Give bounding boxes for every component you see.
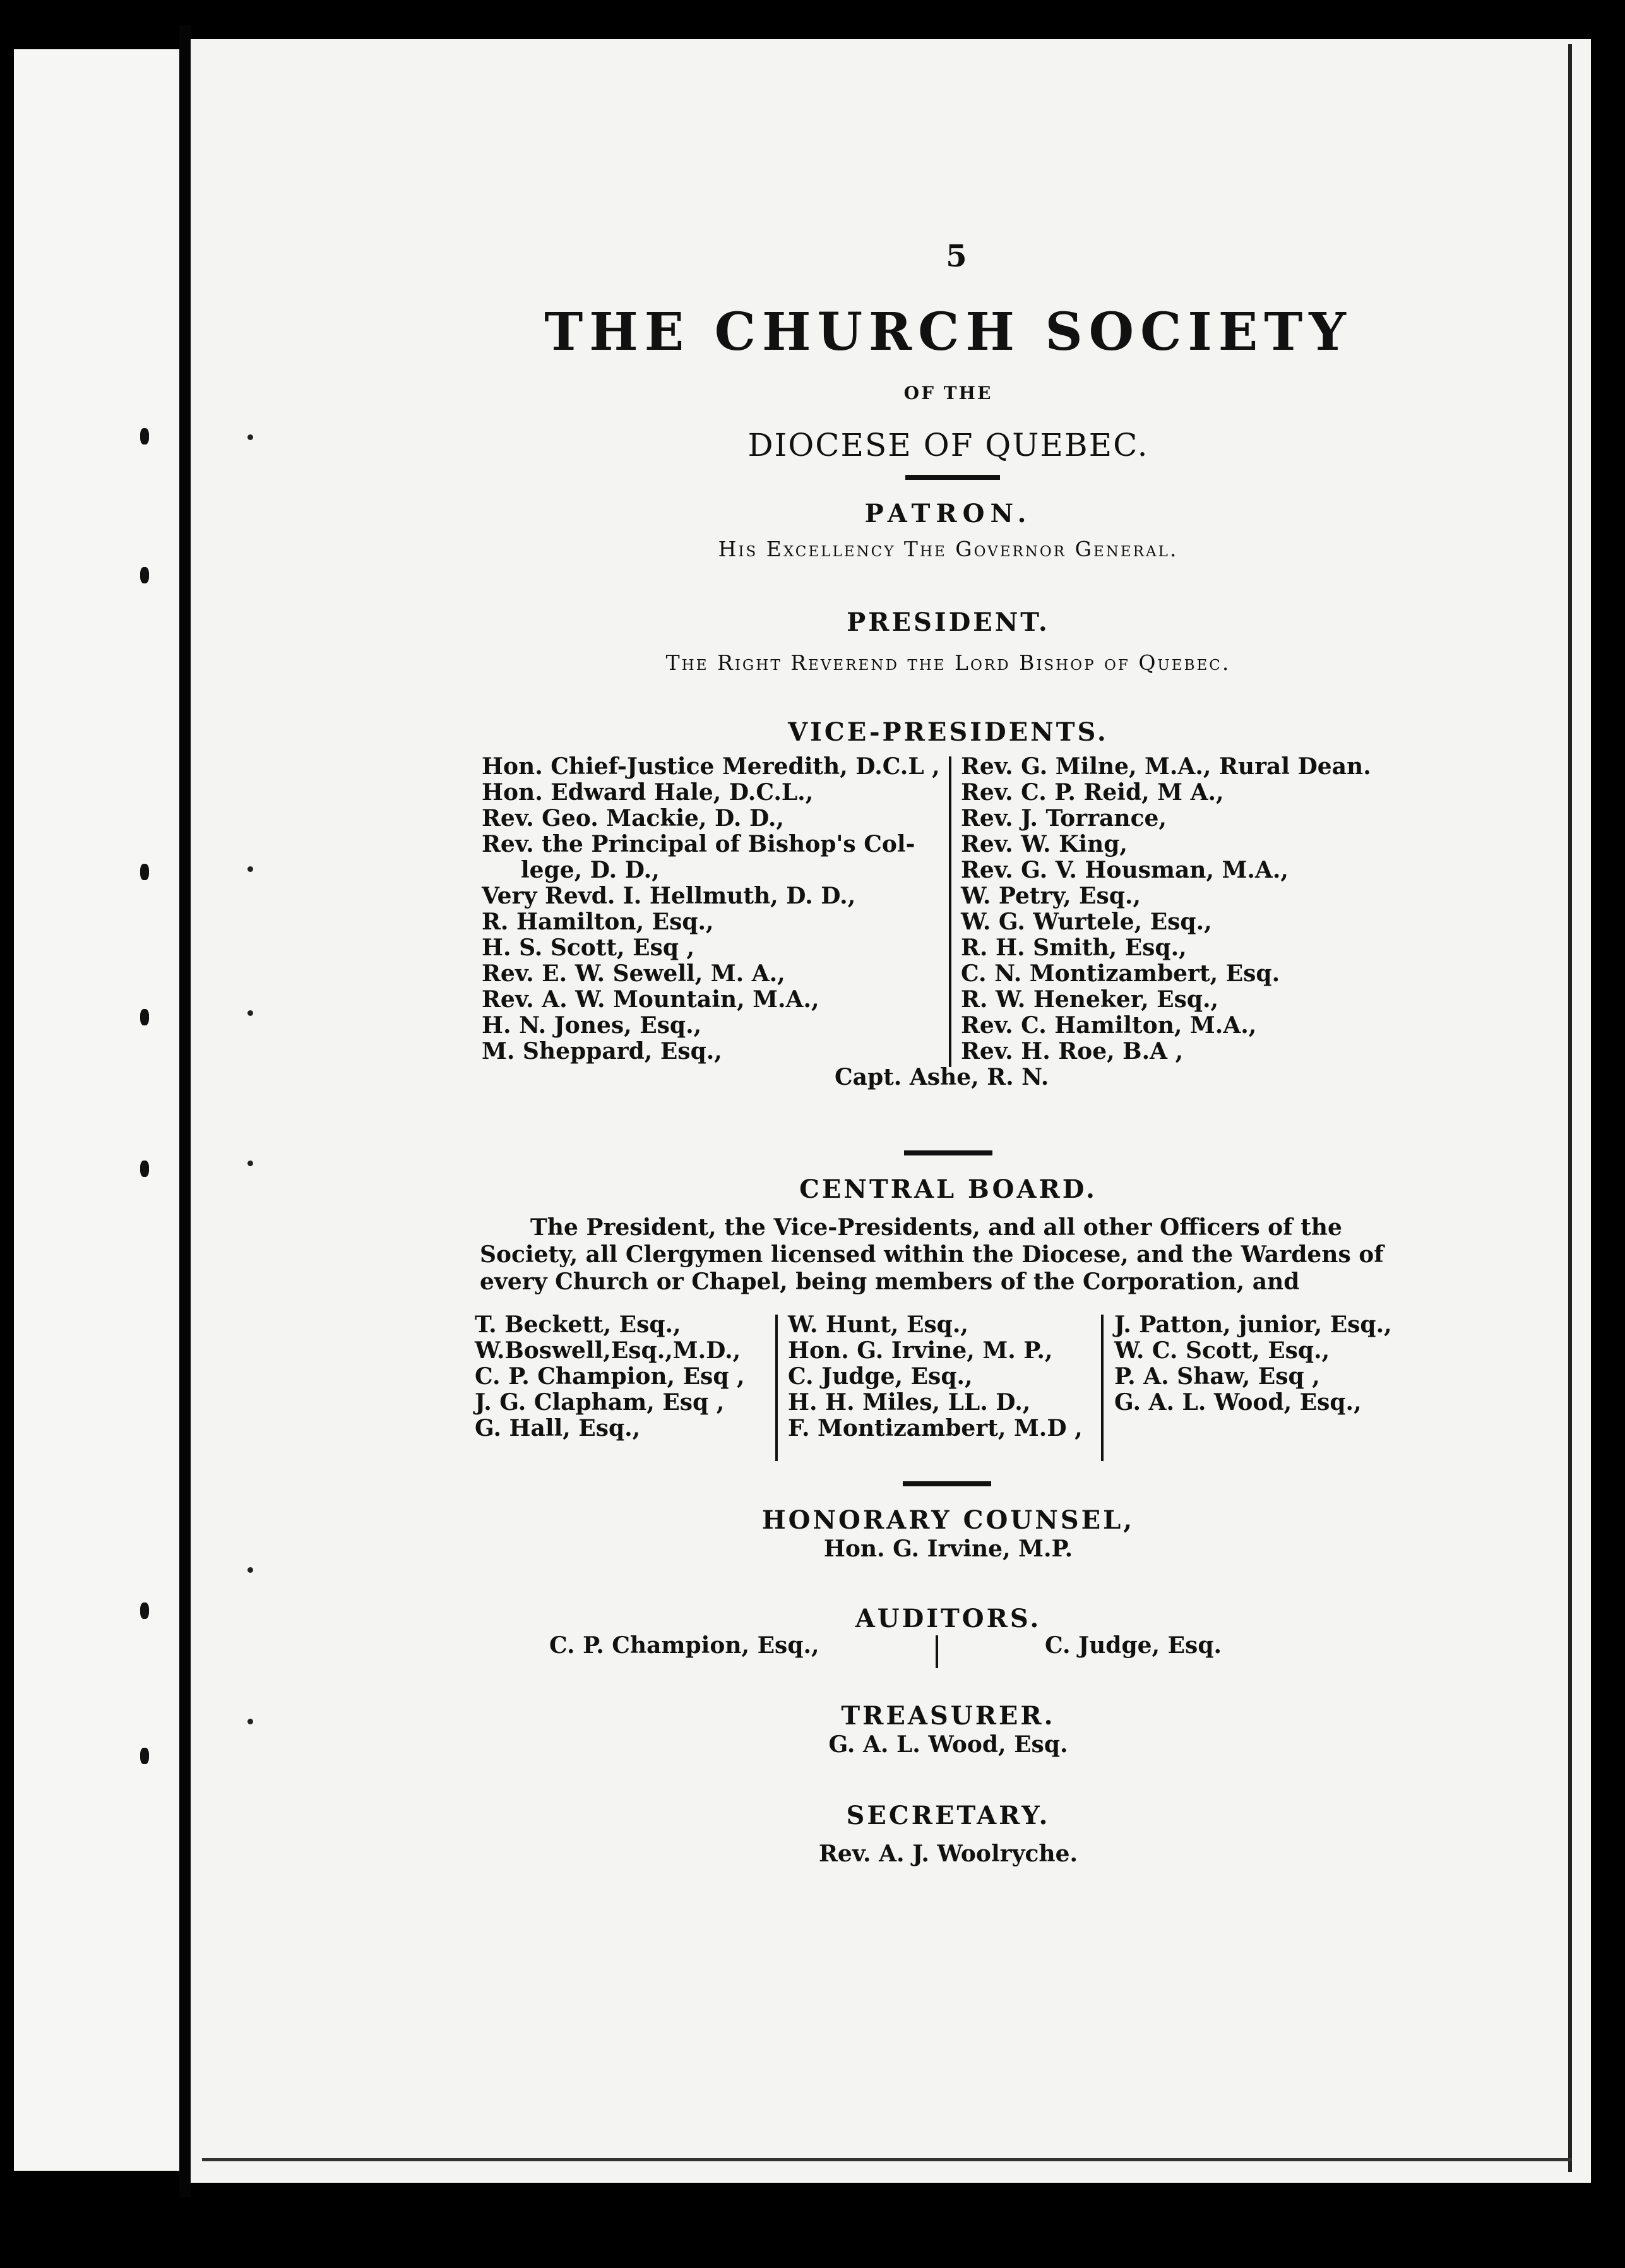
list-item: Rev. G. V. Housman, M.A., [961, 857, 1289, 883]
intro-line: The President, the Vice-Presidents, and all other Officers of the [530, 1214, 1342, 1241]
list-item: C. Judge, Esq., [788, 1363, 973, 1390]
president-name: The Right Reverend the Lord Bishop of Quebec. [665, 650, 1231, 675]
vice-presidents-heading: VICE-PRESIDENTS. [788, 717, 1109, 747]
list-item: Rev. the Principal of Bishop's Col- [482, 831, 915, 857]
list-item: C. N. Montizambert, Esq. [961, 960, 1280, 987]
divider-rule [904, 1150, 992, 1155]
list-item: Rev. C. Hamilton, M.A., [961, 1012, 1257, 1039]
column-divider [936, 1635, 938, 1668]
intro-line: Society, all Clergymen licensed within the Diocese, and the Wardens of [480, 1241, 1384, 1268]
binding-dot [247, 1567, 253, 1573]
divider-rule [905, 475, 1000, 480]
page-bottom-edge [202, 2158, 1572, 2161]
vice-presidents-footer: Capt. Ashe, R. N. [835, 1064, 1049, 1090]
treasurer-heading: TREASURER. [841, 1701, 1056, 1731]
column-divider [949, 756, 951, 1067]
list-item: W. Hunt, Esq., [788, 1311, 968, 1338]
list-item: Rev. A. W. Mountain, M.A., [482, 986, 819, 1013]
list-item: C. P. Champion, Esq , [475, 1363, 745, 1390]
president-heading: PRESIDENT. [847, 607, 1050, 637]
patron-heading: PATRON. [864, 499, 1032, 528]
list-item: G. A. L. Wood, Esq., [1114, 1389, 1362, 1416]
honorary-counsel-name: Hon. G. Irvine, M.P. [823, 1536, 1073, 1562]
vice-presidents-right-column [961, 754, 1371, 1065]
secretary-name: Rev. A. J. Woolryche. [818, 1841, 1078, 1867]
list-item: H. H. Miles, LL. D., [788, 1389, 1031, 1416]
list-item: R. Hamilton, Esq., [482, 909, 714, 935]
central-board-column-2 [788, 1312, 1083, 1441]
list-item: Hon. Edward Hale, D.C.L., [482, 779, 814, 806]
list-item: Rev. W. King, [961, 831, 1128, 857]
column-divider [775, 1315, 778, 1461]
honorary-counsel-heading: HONORARY COUNSEL, [761, 1505, 1135, 1535]
column-divider [1101, 1315, 1104, 1461]
page-number: 5 [946, 239, 967, 274]
list-item: W.Boswell,Esq.,M.D., [475, 1337, 741, 1364]
title-of-the: OF THE [903, 383, 993, 403]
list-item: Rev. E. W. Sewell, M. A., [482, 960, 785, 987]
list-item: Rev. H. Roe, B.A , [961, 1038, 1184, 1065]
auditors-heading: AUDITORS. [855, 1604, 1042, 1633]
central-board-column-3 [1114, 1312, 1392, 1416]
list-item: Rev. G. Milne, M.A., Rural Dean. [961, 753, 1371, 780]
list-item: Rev. C. P. Reid, M A., [961, 779, 1224, 806]
list-item: Rev. J. Torrance, [961, 805, 1167, 832]
list-item: H. N. Jones, Esq., [482, 1012, 702, 1039]
list-item: F. Montizambert, M.D , [788, 1415, 1083, 1441]
auditor-left: C. P. Champion, Esq., [549, 1632, 819, 1659]
list-item: lege, D. D., [521, 857, 660, 883]
divider-rule [903, 1481, 991, 1486]
list-item: H. S. Scott, Esq , [482, 934, 695, 961]
list-item: P. A. Shaw, Esq , [1114, 1363, 1320, 1390]
treasurer-name: G. A. L. Wood, Esq. [828, 1731, 1068, 1758]
list-item: Rev. Geo. Mackie, D. D., [482, 805, 784, 832]
list-item: T. Beckett, Esq., [475, 1311, 681, 1338]
intro-line: every Church or Chapel, being members of the Corporation, and [480, 1268, 1300, 1295]
binding-dot [247, 866, 253, 872]
central-board-intro [480, 1214, 1420, 1296]
list-item: Hon. Chief-Justice Meredith, D.C.L , [482, 753, 940, 780]
list-item: R. H. Smith, Esq., [961, 934, 1187, 961]
page-title: THE CHURCH SOCIETY [544, 302, 1352, 362]
list-item: Hon. G. Irvine, M. P., [788, 1337, 1053, 1364]
vice-presidents-left-column [482, 754, 940, 1065]
ink-mark [140, 864, 149, 880]
list-item: R. W. Heneker, Esq., [961, 986, 1219, 1013]
list-item: J. G. Clapham, Esq , [475, 1389, 725, 1416]
list-item: W. C. Scott, Esq., [1114, 1337, 1330, 1364]
list-item: J. Patton, junior, Esq., [1114, 1311, 1392, 1338]
ink-mark [140, 567, 149, 583]
list-item: W. Petry, Esq., [961, 883, 1141, 909]
patron-name: His Excellency The Governor General. [718, 537, 1179, 561]
list-item: G. Hall, Esq., [475, 1415, 641, 1441]
secretary-heading: SECRETARY. [846, 1801, 1051, 1830]
binding-dot [247, 1010, 253, 1016]
list-item: Very Revd. I. Hellmuth, D. D., [482, 883, 856, 909]
binding-dot [247, 1161, 253, 1166]
list-item: W. G. Wurtele, Esq., [961, 909, 1212, 935]
diocese-title: DIOCESE OF QUEBEC. [747, 427, 1149, 463]
list-item: M. Sheppard, Esq., [482, 1038, 722, 1065]
central-board-column-1 [475, 1312, 745, 1441]
central-board-heading: CENTRAL BOARD. [799, 1174, 1097, 1204]
auditor-right: C. Judge, Esq. [1045, 1632, 1222, 1659]
ink-mark [140, 1009, 149, 1025]
